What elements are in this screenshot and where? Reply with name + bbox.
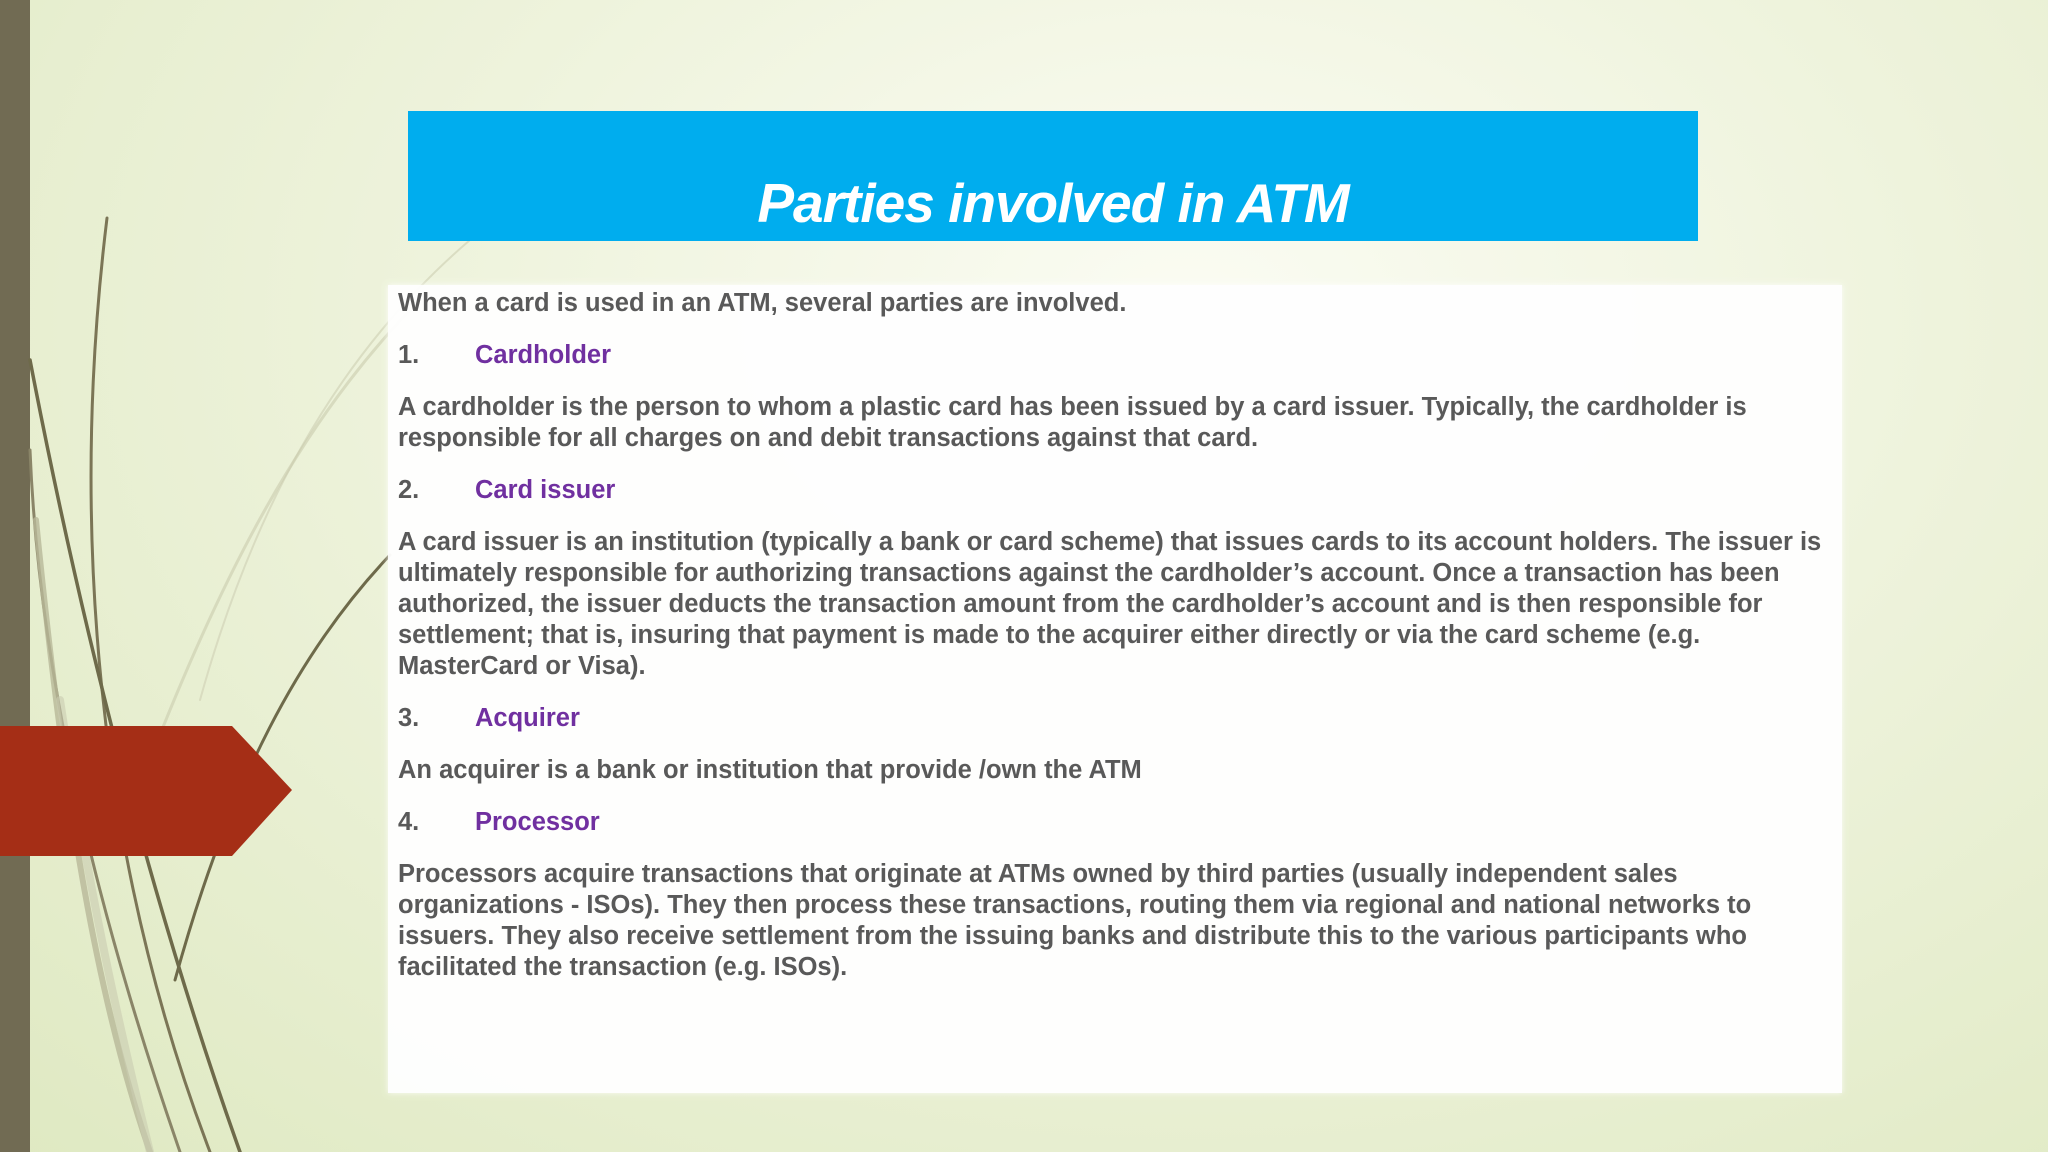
item-number: 1. bbox=[398, 341, 420, 369]
item-title: Acquirer bbox=[475, 704, 580, 732]
intro-text: When a card is used in an ATM, several parties are involved. bbox=[398, 289, 1127, 317]
title-banner bbox=[408, 111, 1698, 241]
item-description-card-issuer: A card issuer is an institution (typically a bank or card scheme) that issues cards to its account holders. The issuer is ultimately responsible for authorizing transactions against the cardholder’s account. Once a transaction has been authorized, the issuer deducts the transaction amount from the cardholder’s account and is then responsible for settlement; that is, insuring that payment is made to the acquirer either directly or via the card scheme (e.g. MasterCard or Visa). bbox=[398, 528, 1822, 680]
item-number: 4. bbox=[398, 808, 420, 836]
content-body bbox=[398, 288, 1828, 1004]
item-heading-cardholder bbox=[398, 340, 1828, 371]
item-description-processor: Processors acquire transactions that originate at ATMs owned by third parties (usually independent sales organizations - ISOs). They then process these transactions, routing them via regional and national networks to issuers. They also receive settlement from the issuing banks and distribute this to the various participants who facilitated the transaction (e.g. ISOs). bbox=[398, 860, 1752, 981]
item-description-cardholder: A cardholder is the person to whom a plastic card has been issued by a card issuer. Typically, the cardholder is responsible for all charges on and debit transactions against that card. bbox=[398, 393, 1747, 452]
slide-title: Parties involved in ATM bbox=[757, 172, 1349, 234]
item-title: Card issuer bbox=[475, 476, 616, 504]
item-description-acquirer: An acquirer is a bank or institution that provide /own the ATM bbox=[398, 756, 1142, 784]
item-heading-acquirer bbox=[398, 703, 1828, 734]
item-title: Cardholder bbox=[475, 341, 612, 369]
arrow-tag-shape bbox=[0, 726, 292, 856]
item-heading-card-issuer bbox=[398, 475, 1828, 506]
item-number: 2. bbox=[398, 476, 420, 504]
item-number: 3. bbox=[398, 704, 420, 732]
item-title: Processor bbox=[475, 808, 600, 836]
item-heading-processor bbox=[398, 807, 1828, 838]
